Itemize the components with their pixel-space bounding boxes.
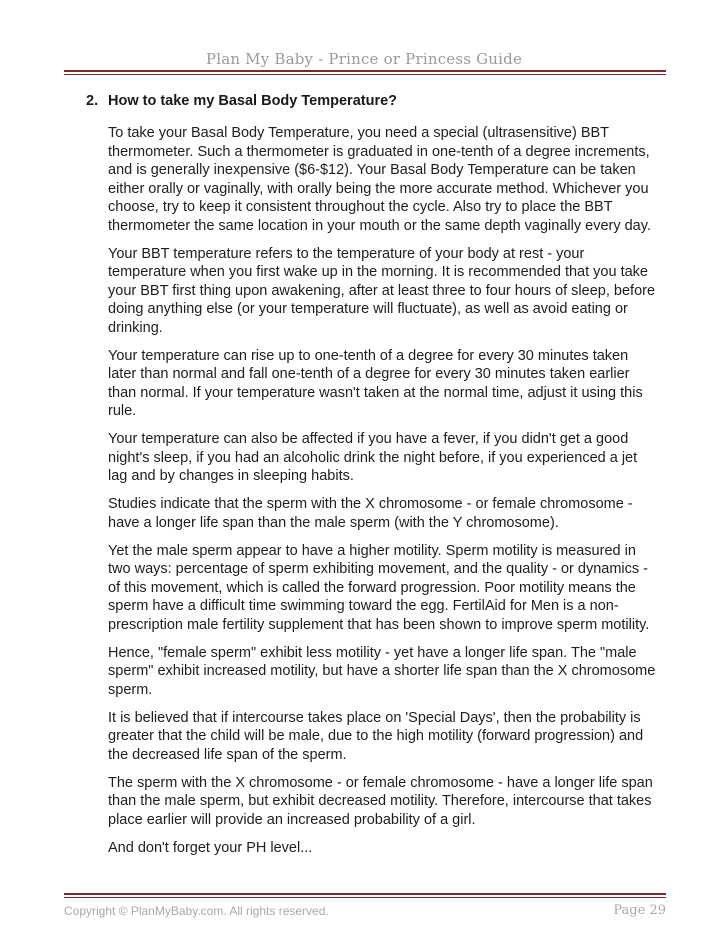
footer-copyright: Copyright © PlanMyBaby.com. All rights reserved. xyxy=(64,904,329,918)
paragraph: Your temperature can rise up to one-tenth of a degree for every 30 minutes taken later than normal and fall one-tenth of a degree for every 30 minutes taken earlier than normal. If your temperature wasn't taken at the normal time, adjust it using this rule. xyxy=(108,347,643,419)
paragraph: It is believed that if intercourse takes place on 'Special Days', then the probability is greater that the child will be male, due to the high motility (forward progression) and the decreased life span of the sperm. xyxy=(108,709,644,763)
body-text xyxy=(108,124,660,867)
header-rule-thin xyxy=(64,74,666,75)
footer-rule-thin xyxy=(64,897,666,898)
page-number: Page 29 xyxy=(613,903,666,918)
section-heading-text: How to take my Basal Body Temperature? xyxy=(108,93,398,109)
section-heading xyxy=(86,93,397,109)
paragraph: To take your Basal Body Temperature, you need a special (ultrasensitive) BBT thermometer. Such a thermometer is graduated in one-tenth of a degree increments, and is generally inexpensive ($6-$12). Your Basal Body Temperature can be taken either orally or vaginally, with orally being the more accurate method. Whichever you choose, try to keep it consistent throughout the cycle. Also try to place the BBT thermometer the same location in your mouth or the same depth vaginally every day. xyxy=(108,125,651,234)
paragraph: And don't forget your PH level... xyxy=(108,839,313,856)
header-rule-thick xyxy=(64,70,666,72)
footer-rule-thick xyxy=(64,893,666,895)
paragraph: Your BBT temperature refers to the temperature of your body at rest - your temperature when you first wake up in the morning. It is recommended that you take your BBT first thing upon awakening, after at least three to four hours of sleep, before doing anything else (or your temperature will fluctuate), as well as avoid eating or drinking. xyxy=(108,245,656,336)
paragraph: The sperm with the X chromosome - or female chromosome - have a longer life span than the male sperm, but exhibit decreased motility. Therefore, intercourse that takes place earlier will provide an increased probability of a girl. xyxy=(108,774,653,828)
header-title: Plan My Baby - Prince or Princess Guide xyxy=(205,50,523,68)
paragraph: Yet the male sperm appear to have a higher motility. Sperm motility is measured in two ways: percentage of sperm exhibiting movement, and the quality - or dynamics - of this movement, which is called the forward progression. Poor motility means the sperm have a difficult time swimming toward the egg. FertilAid for Men is a non-prescription male fertility supplement that has been shown to improve sperm motility. xyxy=(108,542,650,633)
paragraph: Hence, "female sperm" exhibit less motility - yet have a longer life span. The "male sperm" exhibit increased motility, but have a shorter life span than the X chromosome sperm. xyxy=(108,644,656,698)
paragraph: Your temperature can also be affected if you have a fever, if you didn't get a good night's sleep, if you had an alcoholic drink the night before, if you experienced a jet lag and by changes in sleeping habits. xyxy=(108,431,638,484)
section-number: 2. xyxy=(86,93,99,109)
paragraph: Studies indicate that the sperm with the X chromosome - or female chromosome - have a longer life span than the male sperm (with the Y chromosome). xyxy=(108,496,633,531)
